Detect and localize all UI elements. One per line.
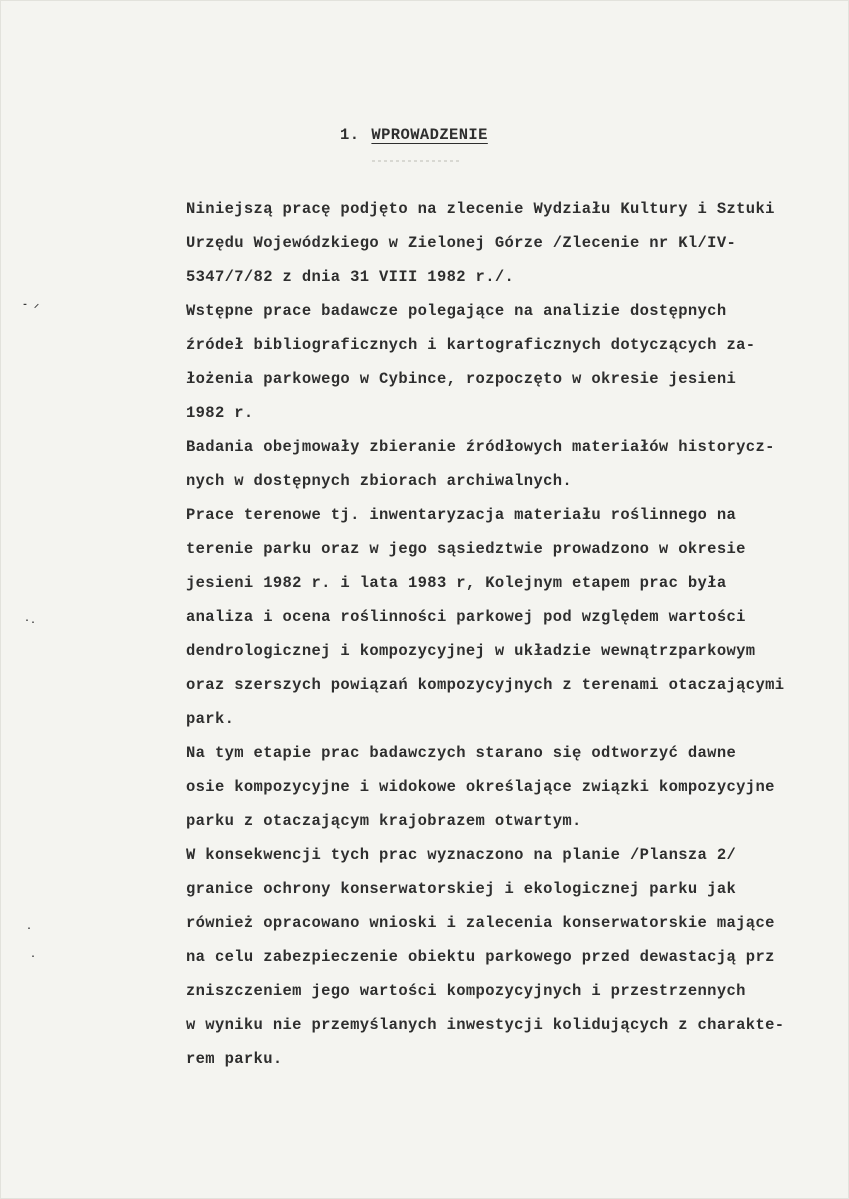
text-line: park. — [186, 710, 235, 728]
text-line: na celu zabezpieczenie obiektu parkowego przed dewastacją prz — [186, 948, 775, 966]
section-heading — [340, 126, 488, 144]
faint-stamp-mark — [372, 160, 462, 162]
text-line: terenie parku oraz w jego sąsiedztwie prowadzono w okresie — [186, 540, 746, 558]
margin-mark: · — [26, 924, 33, 935]
text-line: analiza i ocena roślinności parkowej pod względem wartości — [186, 608, 746, 626]
text-line: jesieni 1982 r. i lata 1983 r, Kolejnym etapem prac była — [186, 574, 727, 592]
text-line: Badania obejmowały zbieranie źródłowych materiałów historycz- — [186, 438, 775, 456]
text-line: zniszczeniem jego wartości kompozycyjnych i przestrzennych — [186, 982, 746, 1000]
text-line: W konsekwencji tych prac wyznaczono na planie /Plansza 2/ — [186, 846, 737, 864]
section-number: 1. — [340, 126, 360, 144]
text-line: parku z otaczającym krajobrazem otwartym. — [186, 812, 582, 830]
text-line: Prace terenowe tj. inwentaryzacja materiału roślinnego na — [186, 506, 737, 524]
text-line: Na tym etapie prac badawczych starano się odtworzyć dawne — [186, 744, 737, 762]
text-line: łożenia parkowego w Cybince, rozpoczęto w okresie jesieni — [186, 370, 737, 388]
text-line: 1982 r. — [186, 404, 254, 422]
text-line: dendrologicznej i kompozycyjnej w układzie wewnątrzparkowym — [186, 642, 756, 660]
text-line: Wstępne prace badawcze polegające na analizie dostępnych — [186, 302, 727, 320]
text-line: nych w dostępnych zbiorach archiwalnych. — [186, 472, 573, 490]
margin-mark: · — [30, 952, 37, 963]
text-line: Niniejszą pracę podjęto na zlecenie Wydziału Kultury i Sztuki — [186, 200, 775, 218]
text-line: w wyniku nie przemyślanych inwestycji kolidujących z charakte- — [186, 1016, 785, 1034]
text-line: oraz szerszych powiązań kompozycyjnych z terenami otaczającymi — [186, 676, 785, 694]
text-line: Urzędu Wojewódzkiego w Zielonej Górze /Zlecenie nr Kl/IV- — [186, 234, 737, 252]
text-line: również opracowano wnioski i zalecenia konserwatorskie mające — [186, 914, 775, 932]
text-line: osie kompozycyjne i widokowe określające związki kompozycyjne — [186, 778, 775, 796]
text-line: rem parku. — [186, 1050, 283, 1068]
body-text — [186, 192, 846, 1076]
text-line: 5347/7/82 z dnia 31 VIII 1982 r./. — [186, 268, 515, 286]
text-line: źródeł bibliograficznych i kartograficznych dotyczących za- — [186, 336, 756, 354]
margin-mark: - ⸝ — [22, 300, 40, 311]
section-title: WPROWADZENIE — [371, 126, 488, 144]
margin-mark: ·. — [24, 616, 37, 627]
text-line: granice ochrony konserwatorskiej i ekologicznej parku jak — [186, 880, 737, 898]
